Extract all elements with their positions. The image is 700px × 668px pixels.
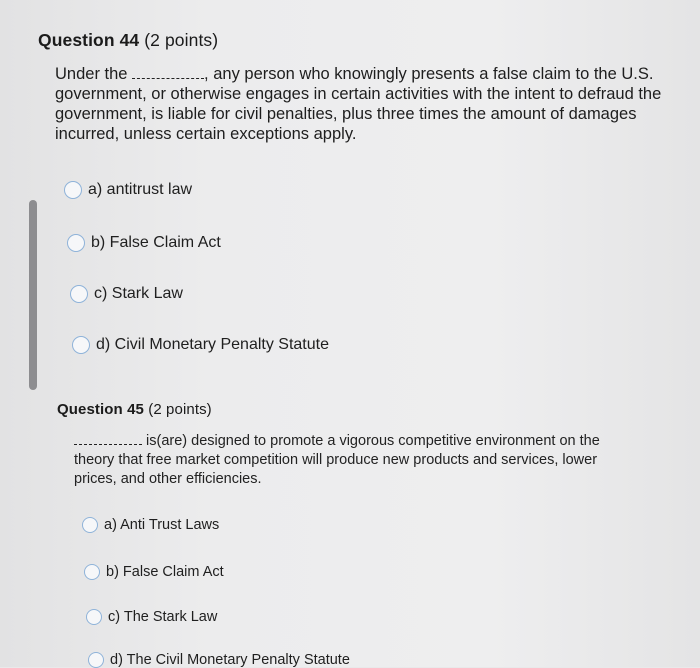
question-45-number: Question 45 [57,401,144,418]
q45-option-a-label: a) Anti Trust Laws [104,517,220,533]
radio-button[interactable] [82,517,98,533]
scrollbar-thumb[interactable] [29,200,37,390]
q45-option-d-label: d) The Civil Monetary Penalty Statute [110,652,350,668]
q44-option-b-label: b) False Claim Act [91,234,221,251]
q44-option-d-label: d) Civil Monetary Penalty Statute [96,336,329,353]
question-44-blank [132,66,204,79]
q45-option-d[interactable] [88,652,350,668]
q44-option-c[interactable] [70,285,183,303]
question-45-text [74,432,634,489]
radio-button[interactable] [64,181,82,199]
q44-option-a[interactable] [64,181,192,199]
question-44-number: Question 44 [38,30,140,50]
radio-button[interactable] [67,234,85,252]
radio-button[interactable] [88,652,104,668]
radio-button[interactable] [72,336,90,354]
question-44-title [38,30,218,51]
question-45-text-body: is(are) designed to promote a vigorous competitive environment on the theory that free market competition will produce new products and services, lower prices, and other efficiencies. [74,433,600,487]
q45-option-b-label: b) False Claim Act [106,564,224,580]
q44-option-a-label: a) antitrust law [88,181,193,198]
question-44-text-start: Under the [55,65,133,83]
question-44-points: (2 points) [144,30,219,50]
q45-option-c-label: c) The Stark Law [108,609,218,625]
radio-button[interactable] [84,564,100,580]
radio-button[interactable] [86,609,102,625]
q45-option-c[interactable] [86,609,217,625]
question-45-points: (2 points) [148,401,212,418]
q44-option-d[interactable] [72,336,329,354]
question-44-text [55,64,670,144]
radio-button[interactable] [70,285,88,303]
question-45-title [57,401,212,418]
q45-option-a[interactable] [82,517,219,533]
q44-option-b[interactable] [67,234,221,252]
question-44-text-end: , any person who knowingly presents a false claim to the U.S. government, or otherwise engages in certain activities with the intent to defraud the government, is liable for civil penalties, plus three times the amount of damages incurred, unless certain exceptions apply. [55,65,662,143]
q45-option-b[interactable] [84,564,224,580]
question-45-blank [74,432,142,445]
q44-option-c-label: c) Stark Law [94,285,183,302]
